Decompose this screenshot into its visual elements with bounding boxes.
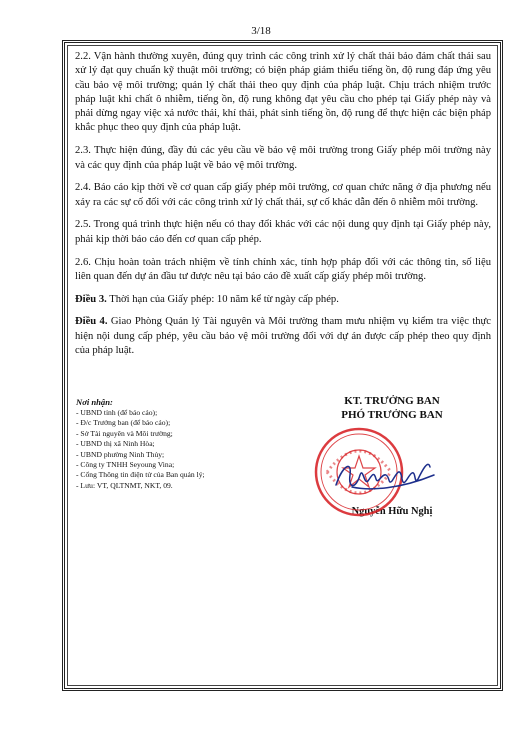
recipients-block bbox=[76, 397, 276, 491]
article-4-text: Giao Phòng Quản lý Tài nguyên và Môi trường tham mưu nhiệm vụ kiểm tra việc thực hiện nội dung cấp phép, yêu cầu bảo vệ môi trường đối với dự án được cấp phép theo quy định của pháp luật. bbox=[75, 316, 491, 357]
recipient-item: - UBND tỉnh (để báo cáo); bbox=[76, 408, 158, 417]
article-4 bbox=[75, 315, 491, 358]
signer-title-line2: PHÓ TRƯỞNG BAN bbox=[341, 409, 443, 421]
signer-name: Nguyễn Hữu Nghị bbox=[351, 506, 433, 517]
recipient-item: - Công ty TNHH Seyoung Vina; bbox=[76, 460, 175, 470]
article-3-text: Thời hạn của Giấy phép: 10 năm kể từ ngày cấp phép. bbox=[106, 293, 339, 305]
paragraph-2-6: 2.6. Chịu hoàn toàn trách nhiệm về tính chính xác, tính hợp pháp đối với các thông tin, số liệu liên quan đến dự án đầu tư được nêu tại báo cáo đề xuất cấp giấy phép môi trường. bbox=[75, 256, 491, 282]
recipients-list bbox=[76, 408, 276, 491]
paragraph-2-4: 2.4. Báo cáo kịp thời về cơ quan cấp giấy phép môi trường, cơ quan chức năng ở địa phương nếu xảy ra các sự cố đối với các công trình xử lý chất thải, sự cố khác dẫn đến ô nhiễm môi trường. bbox=[75, 182, 491, 208]
article-3-label: Điều 3. bbox=[75, 293, 107, 305]
document-body bbox=[75, 50, 491, 358]
recipients-title: Nơi nhận: bbox=[76, 397, 113, 407]
recipient-item: - Sở Tài nguyên và Môi trường; bbox=[76, 428, 173, 438]
recipient-item: - Đ/c Trưởng ban (để báo cáo); bbox=[76, 418, 171, 428]
article-3 bbox=[75, 293, 491, 307]
paragraph-2-5: 2.5. Trong quá trình thực hiện nếu có thay đổi khác với các nội dung quy định tại Giấy phép này, phải kịp thời báo cáo đến cơ quan cấp phép. bbox=[75, 219, 491, 245]
paragraph-2-3: 2.3. Thực hiện đúng, đầy đủ các yêu cầu về bảo vệ môi trường trong Giấy phép môi trường này và các quy định của pháp luật về bảo vệ môi trường. bbox=[75, 145, 491, 171]
recipient-item: - Cổng Thông tin điện tử của Ban quản lý; bbox=[76, 470, 205, 480]
recipient-item: - Lưu: VT, QLTNMT, NKT, 09. bbox=[76, 480, 173, 490]
paragraph-2-2: 2.2. Vận hành thường xuyên, đúng quy trình các công trình xử lý chất thải bảo đảm chất thải sau xử lý đạt quy chuẩn kỹ thuật môi trường; có biện pháp giảm thiểu tiếng ồn, độ rung đáp ứng yêu cầu bảo vệ môi trường; quản lý chất thải theo quy định của pháp luật. Chịu trách nhiệm trước pháp luật khi chất ô nhiễm, tiếng ồn, độ rung không đạt yêu cầu cho phép tại Giấy phép này và phải dừng ngay việc xả nước thải, khí thải, phát sinh tiếng ồn, độ rung để thực hiện các biện pháp khắc phục theo quy định của pháp luật. bbox=[75, 51, 491, 134]
recipient-item: - UBND thị xã Ninh Hòa; bbox=[76, 439, 155, 449]
page-number: 3/18 bbox=[251, 25, 271, 37]
signer-title-line1: KT. TRƯỞNG BAN bbox=[344, 395, 440, 407]
recipient-item: - UBND phường Ninh Thủy; bbox=[76, 449, 165, 459]
handwritten-signature bbox=[330, 445, 440, 505]
signature-block bbox=[282, 394, 502, 517]
article-4-label: Điều 4. bbox=[75, 316, 108, 328]
